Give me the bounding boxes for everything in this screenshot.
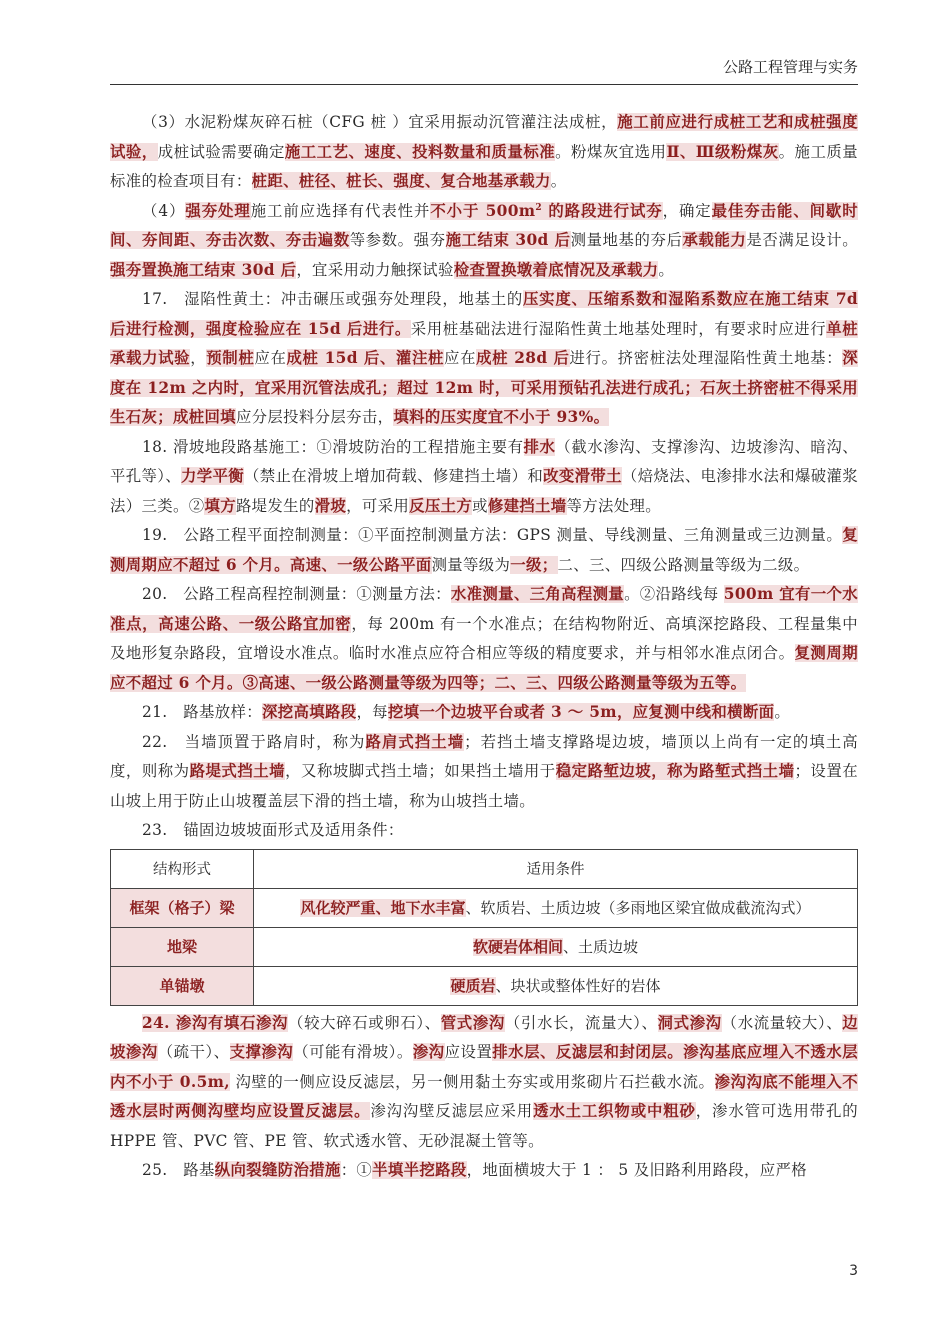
table-cell-condition: 硬质岩、块状或整体性好的岩体 bbox=[254, 966, 858, 1005]
page-header bbox=[110, 50, 858, 85]
table-header-row bbox=[111, 849, 858, 888]
paragraph-20-elevation-survey: 20. 公路工程高程控制测量：①测量方法：水准测量、三角高程测量。②沿路线每 500m 宜有一个水准点，高速公路、一级公路宜加密，每 200m 有一个水准点；在结构物附近、高填深挖路段、工程量集中及地形复杂路段，宜增设水准点。临时水准点应符合相应等级的精度要求，并与相邻水准点闭合。复测周期应不超过 6 个月。③高速、一级公路测量等级为四等；二、三、四级公路测量等级为五等。 bbox=[110, 585, 858, 692]
table-cell-form: 地梁 bbox=[111, 927, 254, 966]
table-cell-condition: 软硬岩体相间、土质边坡 bbox=[254, 927, 858, 966]
page-number: 3 bbox=[849, 1263, 858, 1279]
paragraph-22-retaining-wall: 22. 当墙顶置于路肩时，称为路肩式挡土墙；若挡土墙支撑路堤边坡，墙顶以上尚有一定的填土高度，则称为路堤式挡土墙，又称坡脚式挡土墙；如果挡土墙用于稳定路堑边坡，称为路堑式挡土墙；设置在山坡上用于防止山坡覆盖层下滑的挡土墙，称为山坡挡土墙。 bbox=[110, 732, 858, 810]
table-header-condition: 适用条件 bbox=[254, 849, 858, 888]
table-row bbox=[111, 927, 858, 966]
table-cell-condition: 风化较严重、地下水丰富、软质岩、土质边坡（多雨地区梁宜做成截流沟式） bbox=[254, 888, 858, 927]
paragraph-23-anchor-slope: 23. 锚固边坡坡面形式及适用条件： bbox=[142, 821, 404, 839]
table-row bbox=[111, 888, 858, 927]
table-header-form: 结构形式 bbox=[111, 849, 254, 888]
table-cell-form: 框架（格子）梁 bbox=[111, 888, 254, 927]
anchor-slope-table bbox=[110, 849, 858, 1006]
paragraph-25-crack-prevention: 25. 路基纵向裂缝防治措施：①半填半挖路段，地面横坡大于 1 ： 5 及旧路利用路段，应严格 bbox=[142, 1161, 807, 1179]
paragraph-21-staking: 21. 路基放样：深挖高填路段，每挖填一个边坡平台或者 3 ～ 5m，应复测中线和横断面。 bbox=[142, 703, 791, 721]
paragraph-17-loess: 17. 湿陷性黄土：冲击碾压或强夯处理段，地基土的压实度、压缩系数和湿陷系数应在施工结束 7d 后进行检测，强度检验应在 15d 后进行。采用桩基础法进行湿陷性黄土地基处理时，有要求时应进行单桩承载力试验，预制桩应在成桩 15d 后、灌注桩应在成桩 28d 后进行。挤密桩法处理湿陷性黄土地基：深度在 12m 之内时，宜采用沉管法成孔；超过 12m 时，可采用预钻孔法进行成孔；石灰土挤密桩不得采用生石灰；成桩回填应分层投料分层夯击，填料的压实度宜不小于 93%。 bbox=[110, 290, 858, 426]
page-content bbox=[110, 108, 858, 1186]
paragraph-cfg-pile: （3）水泥粉煤灰碎石桩（CFG 桩 ）宜采用振动沉管灌注法成桩，施工前应进行成桩工艺和成桩强度试验，成桩试验需要确定施工工艺、速度、投料数量和质量标准。粉煤灰宜选用Ⅱ、Ⅲ级粉煤灰。施工质量标准的检查项目有：桩距、桩径、桩长、强度、复合地基承载力。 bbox=[110, 113, 858, 190]
paragraph-24-seepage-ditch: 24. 渗沟有填石渗沟（较大碎石或卵石）、管式渗沟（引水长，流量大）、洞式渗沟（水流量较大）、边坡渗沟（疏干）、支撑渗沟（可能有滑坡）。渗沟应设置排水层、反滤层和封闭层。渗沟基底应埋入不透水层内不小于 0.5m, 沟壁的一侧应设反滤层，另一侧用黏土夯实或用浆砌片石拦截水流。渗沟沟底不能埋入不透水层时两侧沟壁均应设置反滤层。渗沟沟壁反滤层应采用透水土工织物或中粗砂，渗水管可选用带孔的 HPPE 管、PVC 管、PE 管、软式透水管、无砂混凝土管等。 bbox=[110, 1013, 859, 1150]
table-row bbox=[111, 966, 858, 1005]
paragraph-18-landslide: 18. 滑坡地段路基施工：①滑坡防治的工程措施主要有排水（截水渗沟、支撑渗沟、边坡渗沟、暗沟、平孔等）、力学平衡（禁止在滑坡上增加荷载、修建挡土墙）和改变滑带土（焙烧法、电渗排水法和爆破灌浆法）三类。②填方路堤发生的滑坡，可采用反压土方或修建挡土墙等方法处理。 bbox=[110, 437, 858, 515]
paragraph-dynamic-compaction: （4）强夯处理施工前应选择有代表性并不小于 $500m^2$ 的路段进行试夯，确定最佳夯击能、间歇时间、夯间距、夯击次数、夯击遍数等参数。强夯施工结束 30d 后测量地基的夯后承载能力是否满足设计。强夯置换施工结束 30d 后，宜采用动力触探试验检查置换墩着底情况及承载力。 bbox=[110, 201, 858, 279]
paragraph-19-plane-survey: 19. 公路工程平面控制测量：①平面控制测量方法：GPS 测量、导线测量、三角测量或三边测量。复测周期应不超过 6 个月。高速、一级公路平面测量等级为一级；二、三、四级公路测量等级为二级。 bbox=[110, 526, 858, 574]
header-title: 公路工程管理与实务 bbox=[722, 58, 858, 76]
table-cell-form: 单锚墩 bbox=[111, 966, 254, 1005]
